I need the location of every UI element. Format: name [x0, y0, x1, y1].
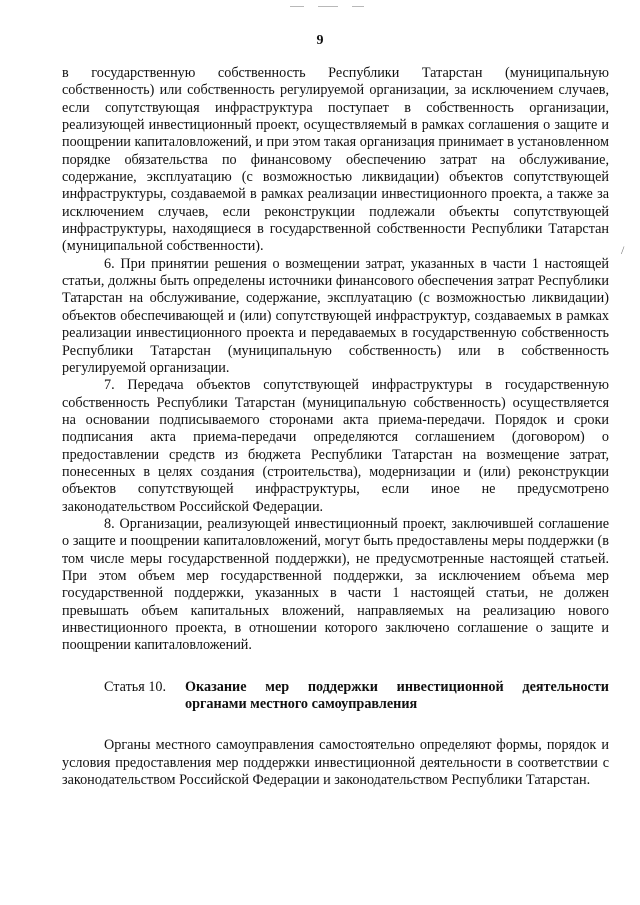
- margin-mark: /: [621, 243, 625, 257]
- article-10-body: Органы местного самоуправления самостоятельно определяют формы, порядок и условия предоставления мер поддержки инвестиционной деятельности в соответствии с законодательством Российской Федерации и законодательством Республики Татарстан.: [62, 737, 609, 789]
- article-number: Статья 10.: [104, 678, 167, 695]
- paragraph-8: 8. Организации, реализующей инвестиционный проект, заключившей соглашение о защите и поощрении капиталовложений, могут быть предоставлены меры поддержки (в том числе меры государственной поддержки), не предусмотренные настоящей статьей. При этом объем мер государственной поддержки, за исключением объема мер государственной поддержки, указанных в части 1 настоящей статьи, не должен превышать объем капитальных вложений, направляемых на реализацию нового инвестиционного проекта, в отношении которого заключено соглашение о защите и поощрении капиталовложений.: [62, 515, 609, 654]
- scan-artifact: [290, 6, 304, 7]
- paragraph-6: 6. При принятии решения о возмещении затрат, указанных в части 1 настоящей статьи, должны быть определены источники финансового обеспечения затрат Республики Татарстан на обслуживание, содержание, эксплуатацию (с возможностью ликвидации) объектов обеспечивающей и (или) сопутствующей инфраструктур, создаваемых в рамках реализации инвестиционного проекта и передаваемых в государственную собственность Республики Татарстан (муниципальную собственность) или в собственность регулируемой организации.: [62, 255, 609, 376]
- scan-artifact: [352, 6, 364, 7]
- document-body: [62, 65, 609, 789]
- article-heading: [62, 679, 609, 714]
- page-number: 9: [316, 33, 324, 48]
- scan-artifact: [318, 6, 338, 7]
- paragraph-7: 7. Передача объектов сопутствующей инфраструктуры в государственную собственность Республики Татарстан (муниципальную собственность) осуществляется на основании подписываемого сторонами акта приема-передачи. Порядок и сроки подписания акта приема-передачи определяются соглашением (договором) о предоставлении средств из бюджета Республики Татарстан на возмещение затрат, понесенных в целях создания (строительства), модернизации и (или) реконструкции объектов сопутствующей инфраструктуры, если иное не предусмотрено законодательством Российской Федерации.: [62, 377, 609, 515]
- article-title: Оказание мер поддержки инвестиционной деятельности органами местного самоуправления: [185, 678, 609, 713]
- paragraph-continuation: в государственную собственность Республики Татарстан (муниципальную собственность) или собственность регулируемой организации, за исключением случаев, если сопутствующая инфраструктура поступает в собственность организации, реализующей инвестиционный проект, осуществляемый в рамках соглашения о защите и поощрении капиталовложений, и при этом такая организация принимает в установленном порядке обязательства по финансовому обеспечению затрат на обслуживание, содержание, эксплуатацию (с возможностью ликвидации) объектов сопутствующей инфраструктуры, создаваемой в рамках реализации инвестиционного проекта, а также за исключением случаев, если реконструкции подлежали объекты сопутствующей инфраструктуры, находящиеся в государственной собственности Республики Татарстан (муниципальной собственности).: [62, 65, 609, 255]
